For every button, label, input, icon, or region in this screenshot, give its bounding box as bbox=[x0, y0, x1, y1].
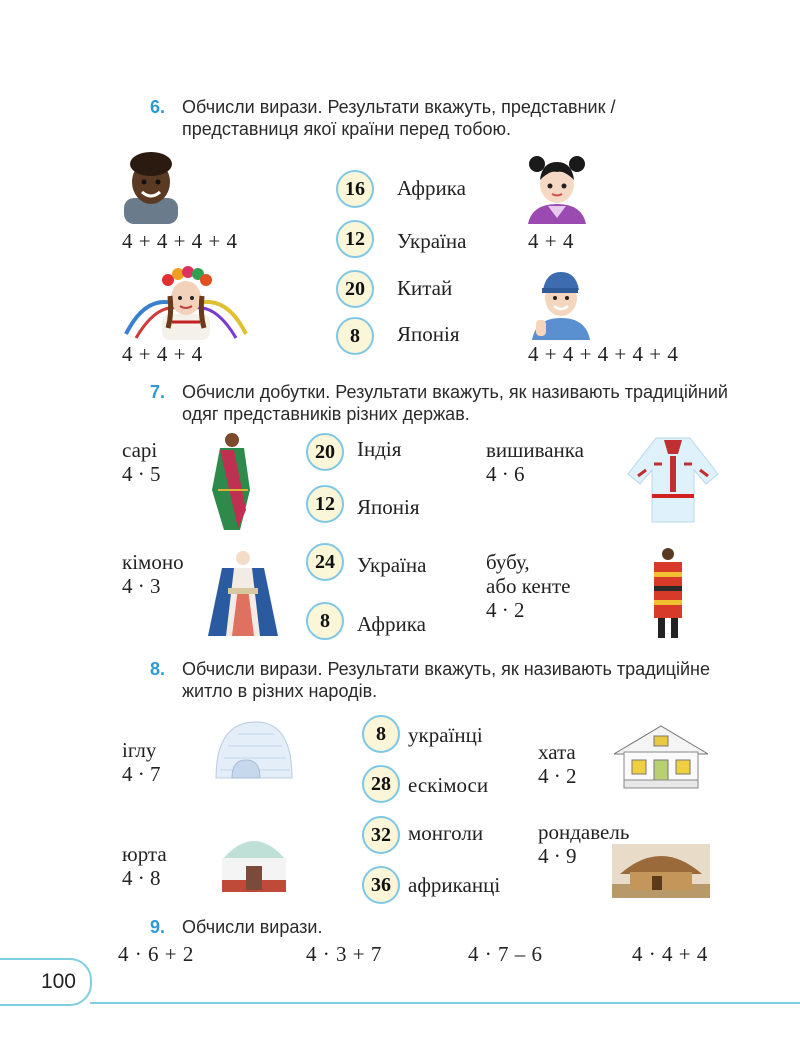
task-9-expression-4: 4 · 4 + 4 bbox=[632, 942, 708, 966]
task-9-expression-2: 4 · 3 + 7 bbox=[306, 942, 382, 966]
answer-badge-32: 32 bbox=[362, 816, 400, 854]
task-9-expression-3: 4 · 7 – 6 bbox=[468, 942, 543, 966]
answer-badge-16: 16 bbox=[336, 170, 374, 208]
page-number: 100 bbox=[40, 970, 76, 993]
ukrainian-girl-image bbox=[116, 264, 256, 340]
answer-badge-36: 36 bbox=[362, 866, 400, 904]
rondavel-label: рондавель bbox=[538, 820, 630, 844]
answer-word-india: Індія bbox=[357, 437, 402, 461]
igloo-image bbox=[212, 718, 294, 780]
task-6-heading bbox=[150, 96, 730, 140]
yurta-expr: 4 · 8 bbox=[122, 866, 161, 890]
answer-word-china: Китай bbox=[397, 276, 453, 300]
answer-word-africa: Африка bbox=[357, 612, 426, 636]
task-9-expression-1: 4 · 6 + 2 bbox=[118, 942, 194, 966]
bubu-expr: 4 · 2 bbox=[486, 598, 525, 622]
boy-with-cap-image bbox=[528, 266, 594, 340]
answer-word-japan: Японія bbox=[397, 322, 460, 346]
bubu-label-1: бубу, bbox=[486, 550, 530, 574]
task-6-text: Обчисли вирази. Результати вкажуть, представник / представниця якої країни перед тобою. bbox=[182, 97, 616, 139]
footer-line bbox=[90, 1002, 800, 1004]
iglu-expr: 4 · 7 bbox=[122, 762, 161, 786]
vyshyvanka-expr: 4 · 6 bbox=[486, 462, 525, 486]
iglu-label: іглу bbox=[122, 738, 157, 762]
expr-africa-boy: 4 + 4 + 4 + 4 bbox=[122, 229, 238, 253]
answer-badge-8: 8 bbox=[336, 317, 374, 355]
task-6-number: 6. bbox=[150, 97, 166, 117]
vyshyvanka-label: вишиванка bbox=[486, 438, 584, 462]
sari-label: сарі bbox=[122, 438, 158, 462]
vyshyvanka-shirt-image bbox=[626, 434, 720, 526]
yurt-image bbox=[218, 826, 290, 896]
answer-badge-20: 20 bbox=[306, 433, 344, 471]
task-9-number: 9. bbox=[150, 917, 166, 937]
page-number-box bbox=[0, 958, 92, 1006]
answer-badge-20: 20 bbox=[336, 270, 374, 308]
answer-word-ukraine: Україна bbox=[397, 229, 467, 253]
answer-badge-12: 12 bbox=[306, 485, 344, 523]
answer-badge-28: 28 bbox=[362, 765, 400, 803]
yurta-label: юрта bbox=[122, 842, 167, 866]
expr-ukraine-girl: 4 + 4 + 4 bbox=[122, 342, 203, 366]
kimono-label: кімоно bbox=[122, 550, 184, 574]
sari-woman-image bbox=[204, 430, 258, 530]
sari-expr: 4 · 5 bbox=[122, 462, 161, 486]
khata-expr: 4 · 2 bbox=[538, 764, 577, 788]
answer-word-eskimos: ескімоси bbox=[408, 773, 489, 797]
answer-word-ukrainians: українці bbox=[408, 723, 483, 747]
bubu-label-2: або кенте bbox=[486, 574, 571, 598]
task-7-number: 7. bbox=[150, 382, 166, 402]
african-boy-image bbox=[120, 150, 182, 224]
rondavel-expr: 4 · 9 bbox=[538, 844, 577, 868]
task-8-heading bbox=[150, 658, 730, 702]
answer-badge-24: 24 bbox=[306, 543, 344, 581]
answer-badge-12: 12 bbox=[336, 220, 374, 258]
answer-word-japan: Японія bbox=[357, 495, 420, 519]
answer-word-ukraine: Україна bbox=[357, 553, 427, 577]
kimono-expr: 4 · 3 bbox=[122, 574, 161, 598]
task-8-text: Обчисли вирази. Результати вкажуть, як називають традиційне житло в різних народів. bbox=[182, 659, 710, 701]
answer-badge-8: 8 bbox=[362, 715, 400, 753]
answer-word-mongols: монголи bbox=[408, 821, 484, 845]
khata-house-image bbox=[614, 724, 708, 790]
answer-word-africans: африканці bbox=[408, 873, 501, 897]
task-9-text: Обчисли вирази. bbox=[182, 917, 323, 937]
task-8-number: 8. bbox=[150, 659, 166, 679]
answer-word-africa: Африка bbox=[397, 176, 466, 200]
expr-boy-cap: 4 + 4 + 4 + 4 + 4 bbox=[528, 342, 679, 366]
task-7-text: Обчисли добутки. Результати вкажуть, як називають традиційний одяг представників різних держав. bbox=[182, 382, 728, 424]
asian-girl-image bbox=[524, 150, 590, 224]
task-7-heading bbox=[150, 381, 730, 425]
expr-asian-girl: 4 + 4 bbox=[528, 229, 574, 253]
rondavel-hut-image bbox=[612, 844, 710, 898]
task-9-heading bbox=[150, 916, 730, 938]
answer-badge-8: 8 bbox=[306, 602, 344, 640]
bubu-man-image bbox=[648, 546, 688, 640]
kimono-woman-image bbox=[204, 548, 282, 640]
khata-label: хата bbox=[538, 740, 576, 764]
